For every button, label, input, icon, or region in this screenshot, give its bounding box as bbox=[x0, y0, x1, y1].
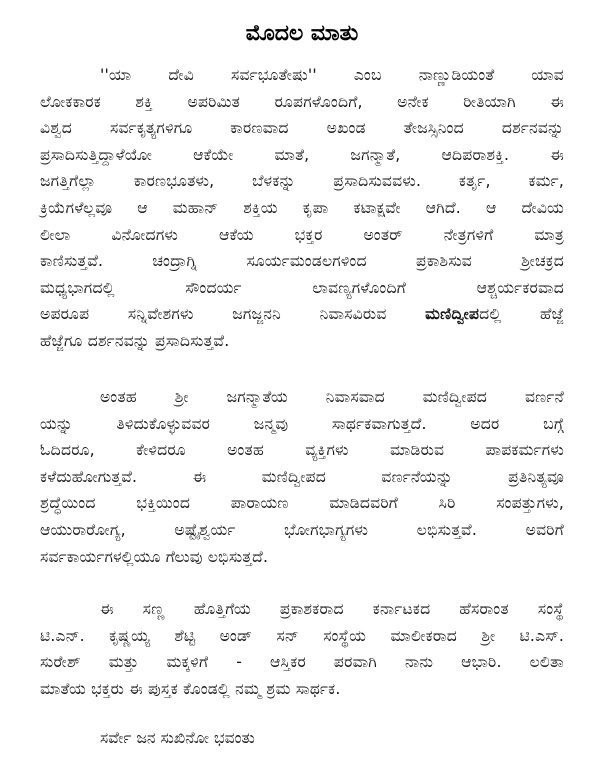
text-line: ಅಂತಹ ಶ್ರೀ ಜಗನ್ಮಾತೆಯ ನಿವಾಸವಾದ ಮಣಿದ್ವೀಪದ ವರ್ಣನೆ bbox=[100, 388, 564, 406]
paragraph-1 bbox=[40, 62, 564, 355]
text-line: ಲೀಲಾ ವಿನೋದಗಳು ಆಕೆಯ ಭಕ್ತರ ಅಂತರ್ ನೇತ್ರಗಳಿಗೆ ಮಾತ್ರ bbox=[40, 225, 564, 244]
text-line: ಮಧ್ಯಭಾಗದಲ್ಲಿ ಸೌಂದರ್ಯ ಲಾವಣ್ಯಗಳೊಂದಿಗೆ ಆಶ್ಚರ್ಯಕರವಾದ bbox=[40, 278, 564, 297]
text-line: ಶ್ರದ್ಧೆಯಿಂದ ಭಕ್ತಿಯಿಂದ ಪಾರಾಯಣ ಮಾಡಿದವರಿಗೆ ಸಿರಿ ಸಂಪತ್ತುಗಳು, bbox=[40, 494, 564, 513]
text-line: ಸರ್ವಕಾರ್ಯಗಳಲ್ಲಿಯೂ ಗೆಲುವು ಲಭಿಸುತ್ತದೆ. bbox=[40, 547, 269, 566]
closing-blessing: ಸರ್ವೇ ಜನ ಸುಖಿನೋ ಭವಂತು bbox=[100, 729, 255, 747]
paragraph-2 bbox=[40, 384, 564, 570]
text-line: ಲೋಕಕಾರಕ ಶಕ್ತಿ ಅಪರಿಮಿತ ರೂಪಗಳೊಂದಿಗೆ, ಅನೇಕ ರೀತಿಯಾಗಿ ಈ bbox=[40, 92, 564, 111]
text-line: ವಿಶ್ವದ ಸರ್ವಕೃತ್ಯಗಳಿಗೂ ಕಾರಣವಾದ ಅಖಂಡ ತೇಜಸ್ಸಿನಿಂದ ದರ್ಶನವನ್ನು bbox=[40, 119, 564, 138]
emphasized-word: ಮಣಿದ್ವೀಪ bbox=[425, 305, 480, 324]
text-line: ಕ್ರಿಯೆಗಳೆಲ್ಲವೂ ಆ ಮಹಾನ್ ಶಕ್ತಿಯ ಕೃಪಾ ಕಟಾಕ್ಷವೇ ಆಗಿದೆ. ಆ ದೇವಿಯ bbox=[40, 198, 564, 217]
text-line: ಟಿ.ಎನ್. ಕೃಷ್ಣಯ್ಯ ಶೆಟ್ಟಿ ಅಂಡ್ ಸನ್ ಸಂಸ್ಥೆಯ ಮಾಲೀಕರಾದ ಶ್ರೀ ಟಿ.ಎಸ್. bbox=[40, 626, 564, 645]
text-line: ಪ್ರಸಾದಿಸುತ್ತಿದ್ದಾಳೆಯೋ ಆಕೆಯೇ ಮಾತೆ, ಜಗನ್ಮಾತೆ, ಆದಿಪರಾಶಕ್ತಿ. ಈ bbox=[40, 145, 564, 164]
paragraph-3 bbox=[40, 596, 564, 702]
text-line: ಯನ್ನು ತಿಳಿದುಕೊಳ್ಳುವವರ ಜನ್ಮವು ಸಾರ್ಥಕವಾಗುತ್ತದೆ. ಅದರ ಬಗ್ಗೆ bbox=[40, 414, 564, 433]
text-line: ಸುರೇಶ್ ಮತ್ತು ಮಕ್ಕಳಿಗೆ - ಆಸ್ತಿಕರ ಪರವಾಗಿ ನಾನು ಆಭಾರಿ. ಲಲಿತಾ bbox=[40, 653, 564, 672]
text-line: ಓದಿದರೂ, ಕೇಳಿದರೂ ಅಂತಹ ವ್ಯಕ್ತಿಗಳು ಮಾಡಿರುವ ಪಾಪಕರ್ಮಗಳು bbox=[40, 441, 564, 460]
text-line: ಈ ಸಣ್ಣ ಹೊತ್ತಿಗೆಯ ಪ್ರಕಾಶಕರಾದ ಕರ್ನಾಟಕದ ಹೆಸರಾಂತ ಸಂಸ್ಥೆ bbox=[100, 600, 564, 618]
text-line-with-emphasis: ಅಪರೂಪ ಸನ್ನಿವೇಶಗಳು ಜಗಜ್ಜನನಿ ನಿವಾಸವಿರುವ ಮಣಿದ್ವೀಪದಲ್ಲಿ ಹೆಜ್ಜೆ bbox=[40, 305, 564, 324]
text-line: ಮಾತೆಯ ಭಕ್ತರು ಈ ಪುಸ್ತಕ ಕೊಂಡಲ್ಲಿ ನಮ್ಮ ಶ್ರಮ ಸಾರ್ಥಕ. bbox=[40, 679, 341, 698]
text-line: ಕಾಣಿಸುತ್ತವೆ. ಚಂದ್ರಾಗ್ನಿ ಸೂರ್ಯಮಂಡಲಗಳಿಂದ ಪ್ರಕಾಶಿಸುವ ಶ್ರೀಚಕ್ರದ bbox=[40, 252, 564, 271]
text-line: ಕಳೆದುಹೋಗುತ್ತವೆ. ಈ ಮಣಿದ್ವೀಪದ ವರ್ಣನೆಯನ್ನು ಪ್ರತಿನಿತ್ಯವೂ bbox=[40, 467, 564, 486]
text-line: ಜಗತ್ತಿಗೆಲ್ಲಾ ಕಾರಣಭೂತಳು, ಬೆಳಕನ್ನು ಪ್ರಸಾದಿಸುವವಳು. ಕರ್ತೃ, ಕರ್ಮ, bbox=[40, 172, 564, 191]
text-line: ಹೆಜ್ಜೆಗೂ ದರ್ಶನವನ್ನು ಪ್ರಸಾದಿಸುತ್ತವೆ. bbox=[40, 331, 230, 350]
text-line: ''ಯಾ ದೇವಿ ಸರ್ವಭೂತೇಷು'' ಎಂಬ ನಾಣ್ಣುಡಿಯಂತೆ ಯಾವ bbox=[100, 66, 564, 84]
text-line: ಆಯುರಾರೋಗ್ಯ, ಅಷ್ಟೈಶ್ವರ್ಯ ಭೋಗಭಾಗ್ಯಗಳು ಲಭಿಸುತ್ತವೆ. ಅವರಿಗೆ bbox=[40, 520, 564, 539]
page-title: ಮೊದಲ ಮಾತು bbox=[245, 21, 359, 46]
